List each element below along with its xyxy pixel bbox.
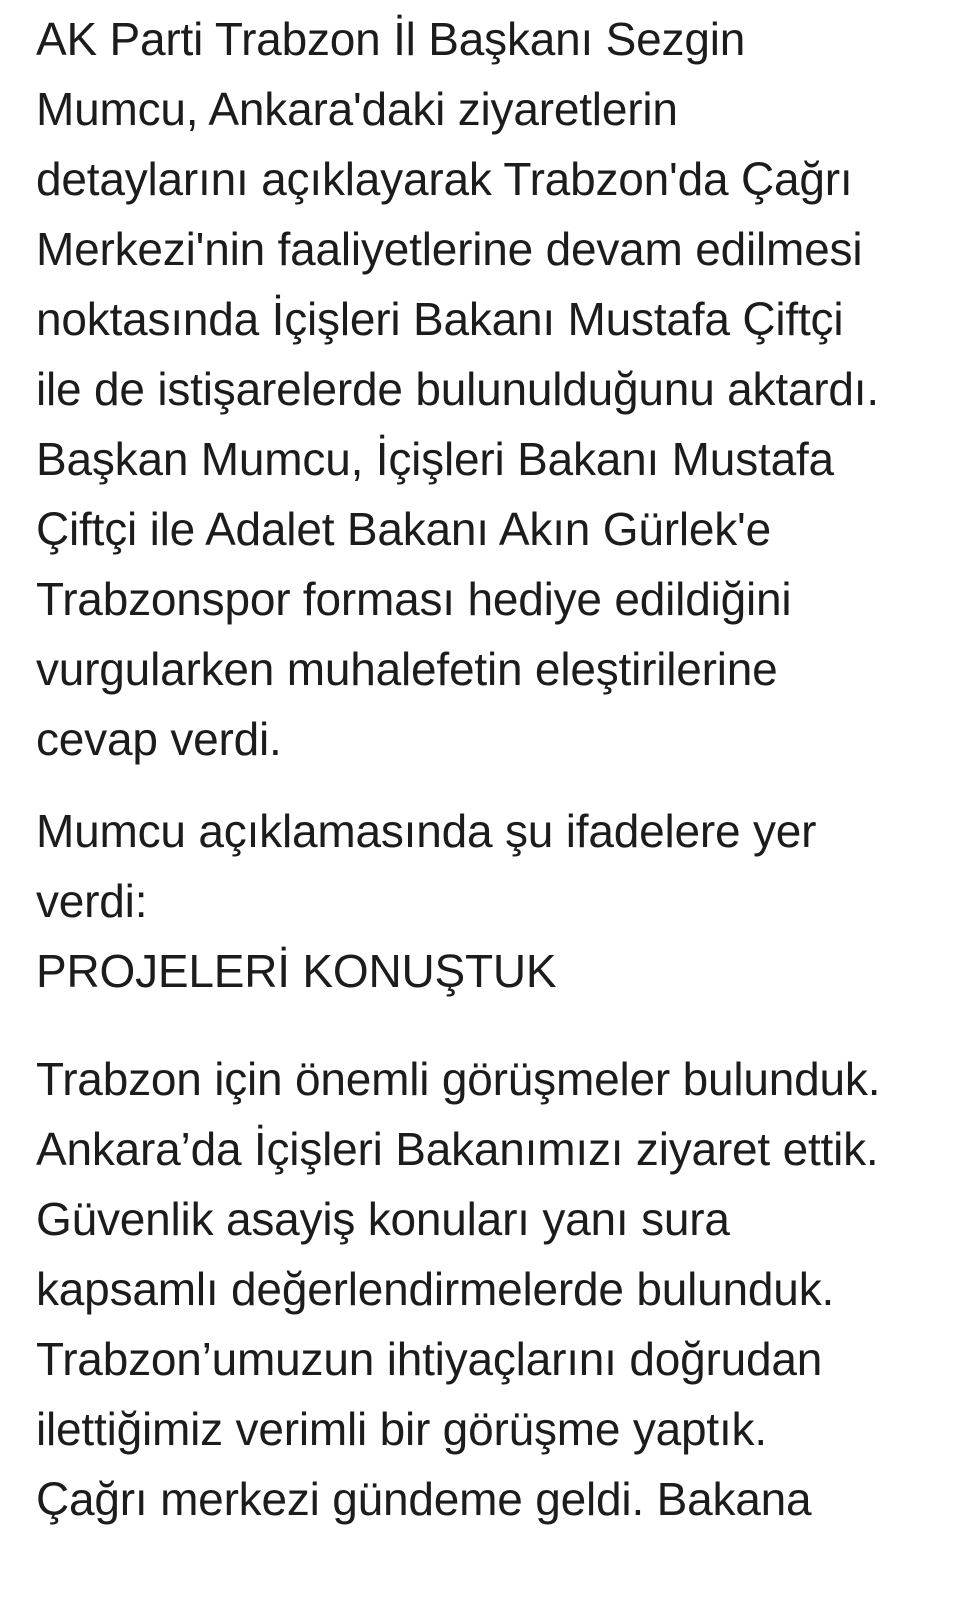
quote-intro-paragraph bbox=[36, 796, 939, 936]
text-line: Trabzon’umuzun ihtiyaçlarını doğrudan bbox=[36, 1333, 823, 1385]
text-line: kapsamlı değerlendirmelerde bulunduk. bbox=[36, 1263, 835, 1315]
text-line: detaylarını açıklayarak Trabzon'da Çağrı bbox=[36, 153, 853, 205]
text-line: Trabzon için önemli görüşmeler bulunduk. bbox=[36, 1053, 881, 1105]
text-line: Mumcu açıklamasında şu ifadelere yer bbox=[36, 805, 817, 857]
text-line: cevap verdi. bbox=[36, 713, 282, 765]
text-line: Mumcu, Ankara'daki ziyaretlerin bbox=[36, 83, 678, 135]
text-line: Başkan Mumcu, İçişleri Bakanı Mustafa bbox=[36, 433, 834, 485]
text-line: noktasında İçişleri Bakanı Mustafa Çiftçi bbox=[36, 293, 844, 345]
text-line: Trabzonspor forması hediye edildiğini bbox=[36, 573, 792, 625]
quote-paragraph bbox=[36, 1044, 939, 1534]
text-line: vurgularken muhalefetin eleştirilerine bbox=[36, 643, 778, 695]
text-line: Çağrı merkezi gündeme geldi. Bakana bbox=[36, 1473, 812, 1525]
intro-paragraph bbox=[36, 4, 939, 774]
text-line: AK Parti Trabzon İl Başkanı Sezgin bbox=[36, 13, 746, 65]
section-subheading: PROJELERİ KONUŞTUK bbox=[36, 945, 557, 997]
text-line: verdi: bbox=[36, 875, 148, 927]
text-line: Ankara’da İçişleri Bakanımızı ziyaret ettik. bbox=[36, 1123, 879, 1175]
text-line: Güvenlik asayiş konuları yanı sura bbox=[36, 1193, 730, 1245]
text-line: ilettiğimiz verimli bir görüşme yaptık. bbox=[36, 1403, 767, 1455]
text-line: Merkezi'nin faaliyetlerine devam edilmesi bbox=[36, 223, 863, 275]
text-line: Çiftçi ile Adalet Bakanı Akın Gürlek'e bbox=[36, 503, 772, 555]
text-line: ile de istişarelerde bulunulduğunu aktardı. bbox=[36, 363, 879, 415]
